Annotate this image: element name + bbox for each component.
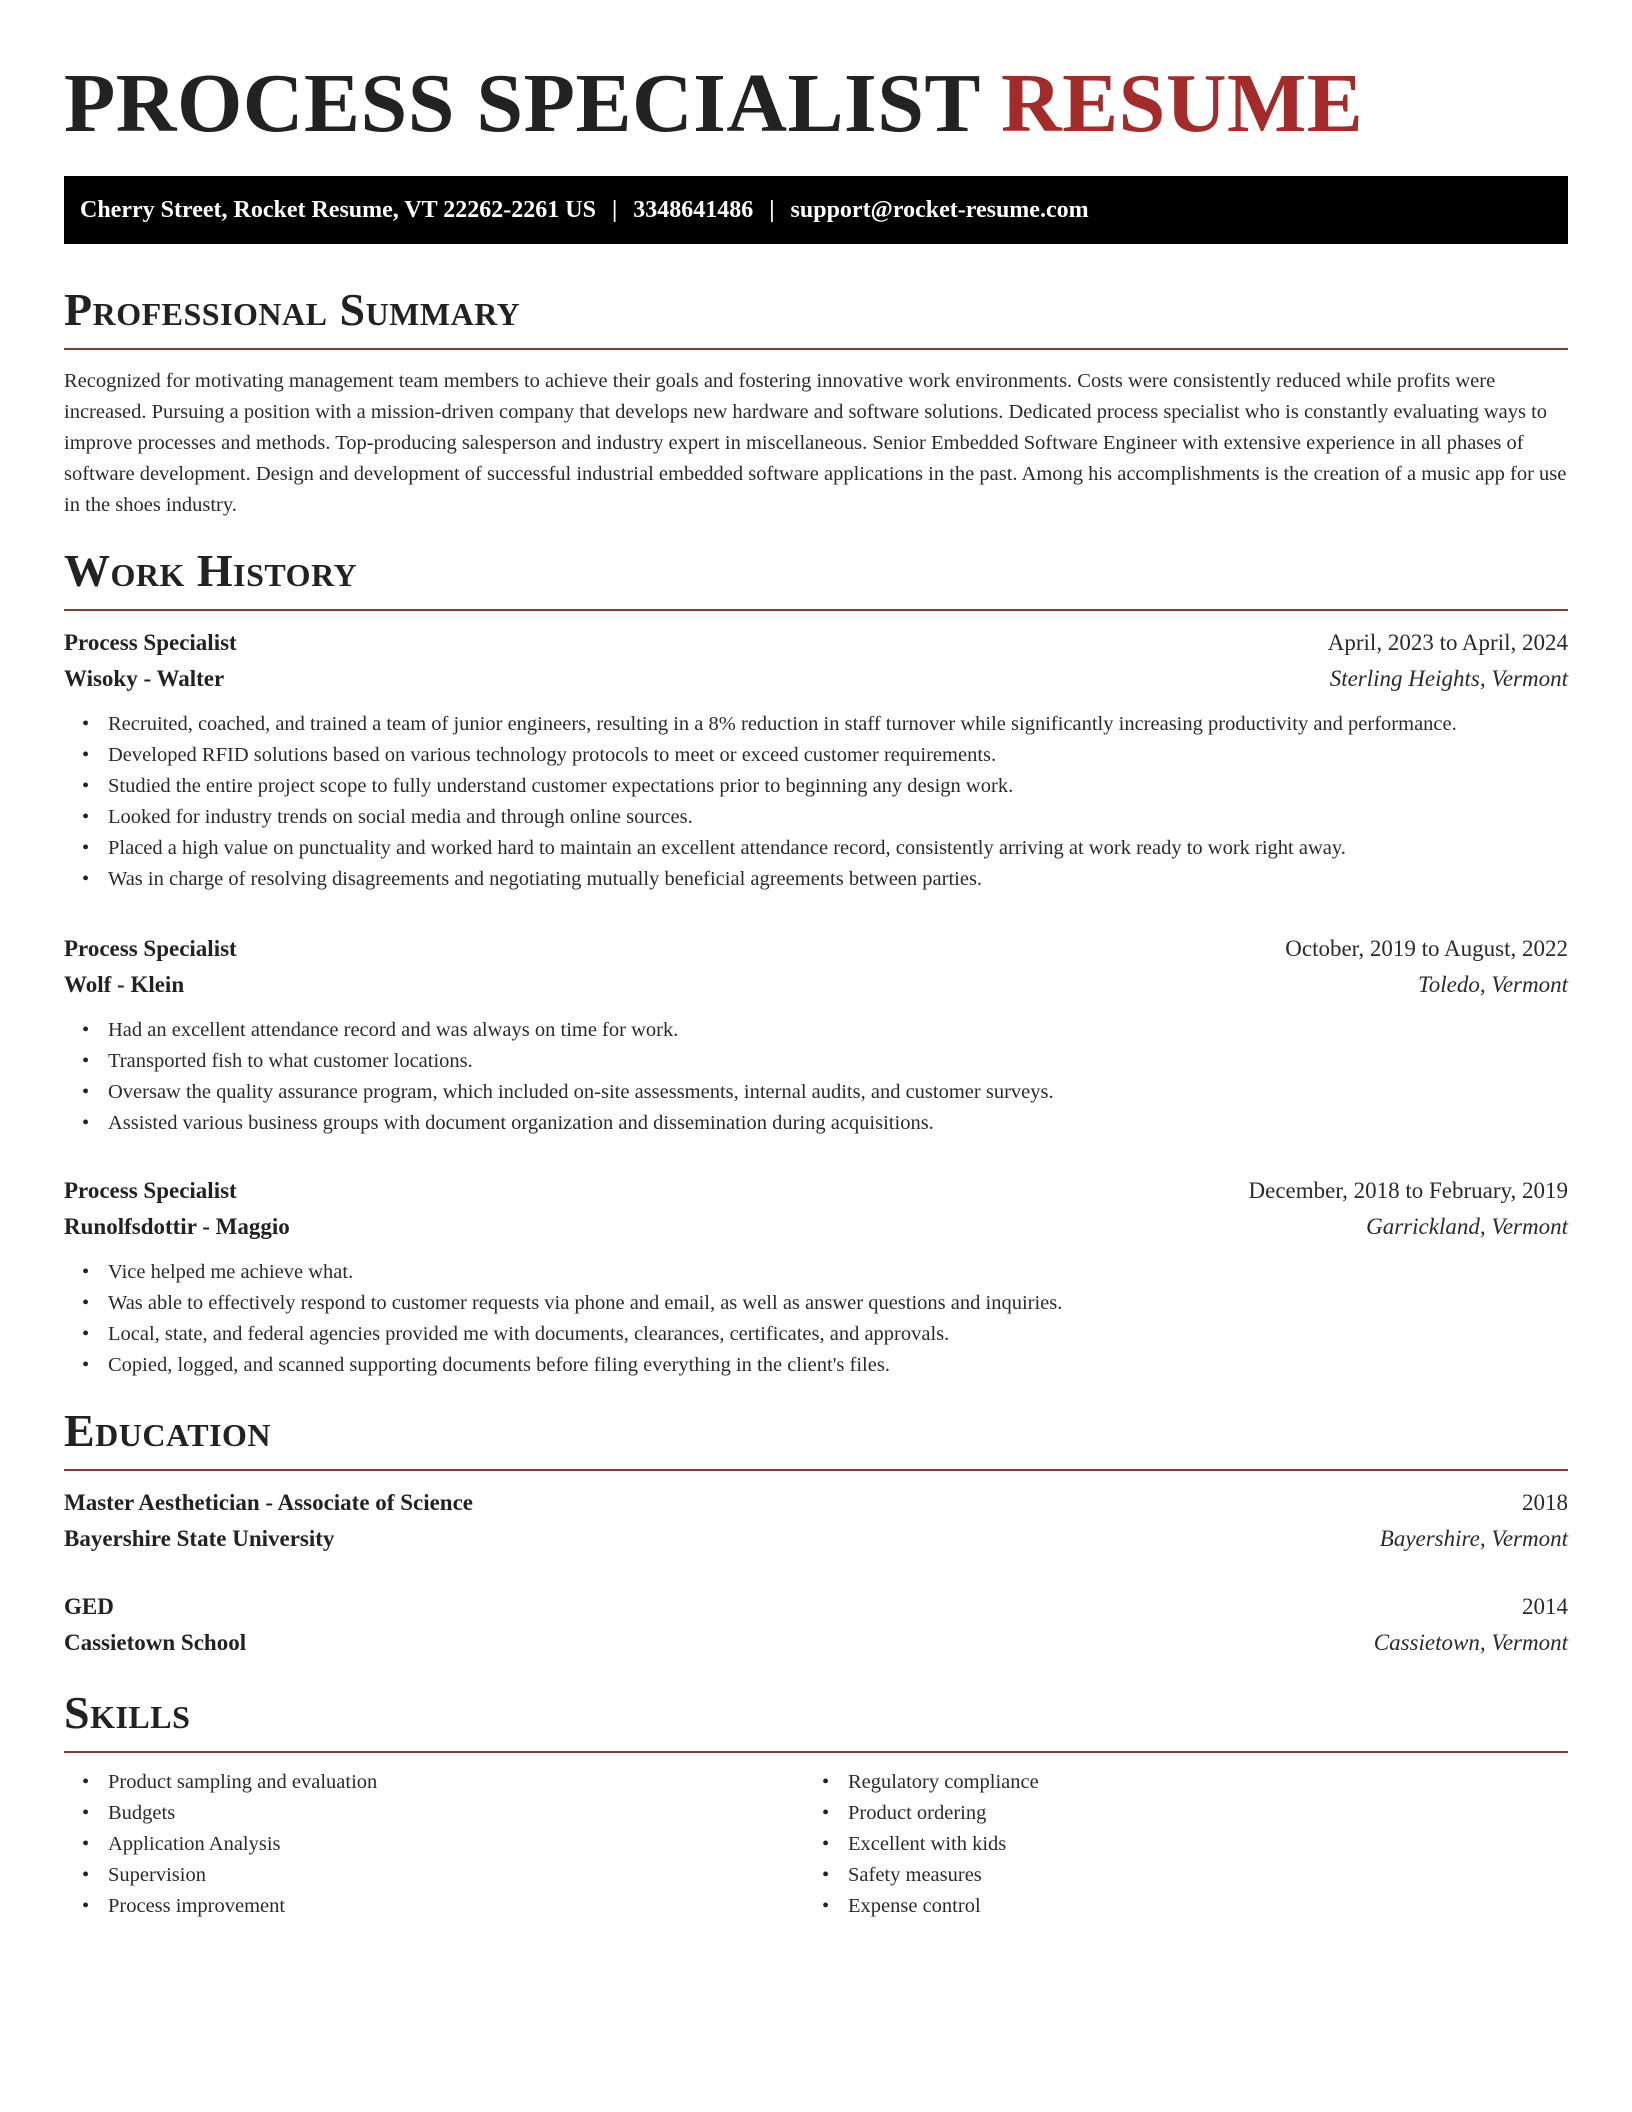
resume-page — [64, 0, 1568, 1922]
section-divider — [64, 1469, 1568, 1471]
list-item: • Supervision — [64, 1860, 804, 1891]
list-item: • Looked for industry trends on social media and through online sources. — [64, 802, 1568, 833]
contact-phone: 3348641486 — [633, 196, 754, 223]
job-title: Process Specialist — [64, 936, 237, 961]
summary-heading: Professional Summary — [64, 284, 521, 335]
education-entry — [64, 1485, 1568, 1557]
job-company: Runolfsdottir - Maggio — [64, 1214, 290, 1239]
list-item: • Excellent with kids — [804, 1829, 1544, 1860]
education-section — [64, 1405, 1568, 1661]
contact-bar — [64, 176, 1568, 244]
job-dates: October, 2019 to August, 2022 — [1285, 936, 1568, 961]
job-entry — [64, 625, 1568, 895]
contact-separator: | — [611, 196, 618, 223]
skills-list-left — [64, 1767, 804, 1922]
list-item: • Assisted various business groups with document organization and dissemination during acquisitions. — [64, 1108, 1568, 1139]
education-location: Bayershire, Vermont — [1379, 1526, 1568, 1551]
job-company: Wisoky - Walter — [64, 666, 225, 691]
job-bullets — [64, 1015, 1568, 1139]
education-year: 2014 — [1522, 1594, 1568, 1619]
list-item: • Vice helped me achieve what. — [64, 1257, 1568, 1288]
list-item: • Was in charge of resolving disagreements and negotiating mutually beneficial agreements between parties. — [64, 864, 1568, 895]
job-company: Wolf - Klein — [64, 972, 185, 997]
list-item: • Safety measures — [804, 1860, 1544, 1891]
education-degree: GED — [64, 1594, 114, 1619]
list-item: • Developed RFID solutions based on various technology protocols to meet or exceed customer requirements. — [64, 740, 1568, 771]
section-divider — [64, 609, 1568, 611]
section-divider — [64, 1751, 1568, 1753]
job-title: Process Specialist — [64, 1178, 237, 1203]
job-bullets — [64, 1257, 1568, 1381]
education-school: Bayershire State University — [64, 1526, 335, 1551]
skills-columns — [64, 1767, 1568, 1922]
education-location: Cassietown, Vermont — [1373, 1630, 1568, 1655]
job-dates: April, 2023 to April, 2024 — [1327, 630, 1568, 655]
list-item: • Was able to effectively respond to customer requests via phone and email, as well as answer questions and inquiries. — [64, 1288, 1568, 1319]
summary-text: Recognized for motivating management team members to achieve their goals and fostering innovative work environments. Costs were consistently reduced while profits were increased. Pursuing a position with a mission-driven company that develops new hardware and software solutions. Dedicated process specialist who is constantly evaluating ways to improve processes and methods. Top-producing salesperson and industry expert in miscellaneous. Senior Embedded Software Engineer with extensive experience in all phases of software development. Design and development of successful industrial embedded software applications in the past. Among his accomplishments is the creation of a music app for use in the shoes industry. — [64, 370, 1567, 516]
skills-section — [64, 1687, 1568, 1922]
contact-address: Cherry Street, Rocket Resume, VT 22262-2261 US — [80, 196, 596, 223]
education-degree: Master Aesthetician - Associate of Science — [64, 1490, 474, 1515]
job-title: Process Specialist — [64, 630, 237, 655]
list-item: • Studied the entire project scope to fully understand customer expectations prior to beginning any design work. — [64, 771, 1568, 802]
contact-email: support@rocket-resume.com — [790, 196, 1089, 223]
list-item: • Had an excellent attendance record and was always on time for work. — [64, 1015, 1568, 1046]
title-accent: RESUME — [1000, 57, 1364, 150]
list-item: • Recruited, coached, and trained a team of junior engineers, resulting in a 8% reduction in staff turnover while significantly increasing productivity and performance. — [64, 709, 1568, 740]
list-item: • Regulatory compliance — [804, 1767, 1544, 1798]
list-item: • Application Analysis — [64, 1829, 804, 1860]
work-history-section — [64, 545, 1568, 1381]
list-item: • Oversaw the quality assurance program, which included on-site assessments, internal audits, and customer surveys. — [64, 1077, 1568, 1108]
section-divider — [64, 348, 1568, 350]
work-history-heading: Work History — [64, 545, 358, 596]
list-item: • Process improvement — [64, 1891, 804, 1922]
job-entry — [64, 1173, 1568, 1381]
job-bullets — [64, 709, 1568, 895]
list-item: • Budgets — [64, 1798, 804, 1829]
contact-separator: | — [769, 196, 775, 223]
resume-title — [64, 58, 1568, 150]
title-main: PROCESS SPECIALIST — [64, 57, 980, 150]
education-heading: Education — [64, 1405, 272, 1456]
education-entry — [64, 1589, 1568, 1661]
list-item: • Copied, logged, and scanned supporting documents before filing everything in the client's files. — [64, 1350, 1568, 1381]
list-item: • Product sampling and evaluation — [64, 1767, 804, 1798]
summary-section — [64, 284, 1568, 521]
job-dates: December, 2018 to February, 2019 — [1248, 1178, 1568, 1203]
list-item: • Local, state, and federal agencies provided me with documents, clearances, certificates, and approvals. — [64, 1319, 1568, 1350]
job-location: Garrickland, Vermont — [1366, 1214, 1568, 1239]
skills-heading: Skills — [64, 1687, 191, 1738]
list-item: • Product ordering — [804, 1798, 1544, 1829]
list-item: • Placed a high value on punctuality and worked hard to maintain an excellent attendance record, consistently arriving at work ready to work right away. — [64, 833, 1568, 864]
education-school: Cassietown School — [64, 1630, 247, 1655]
education-year: 2018 — [1522, 1490, 1568, 1515]
job-location: Sterling Heights, Vermont — [1329, 666, 1568, 691]
list-item: • Transported fish to what customer locations. — [64, 1046, 1568, 1077]
job-entry — [64, 931, 1568, 1139]
list-item: • Expense control — [804, 1891, 1544, 1922]
job-location: Toledo, Vermont — [1418, 972, 1568, 997]
skills-list-right — [804, 1767, 1544, 1922]
